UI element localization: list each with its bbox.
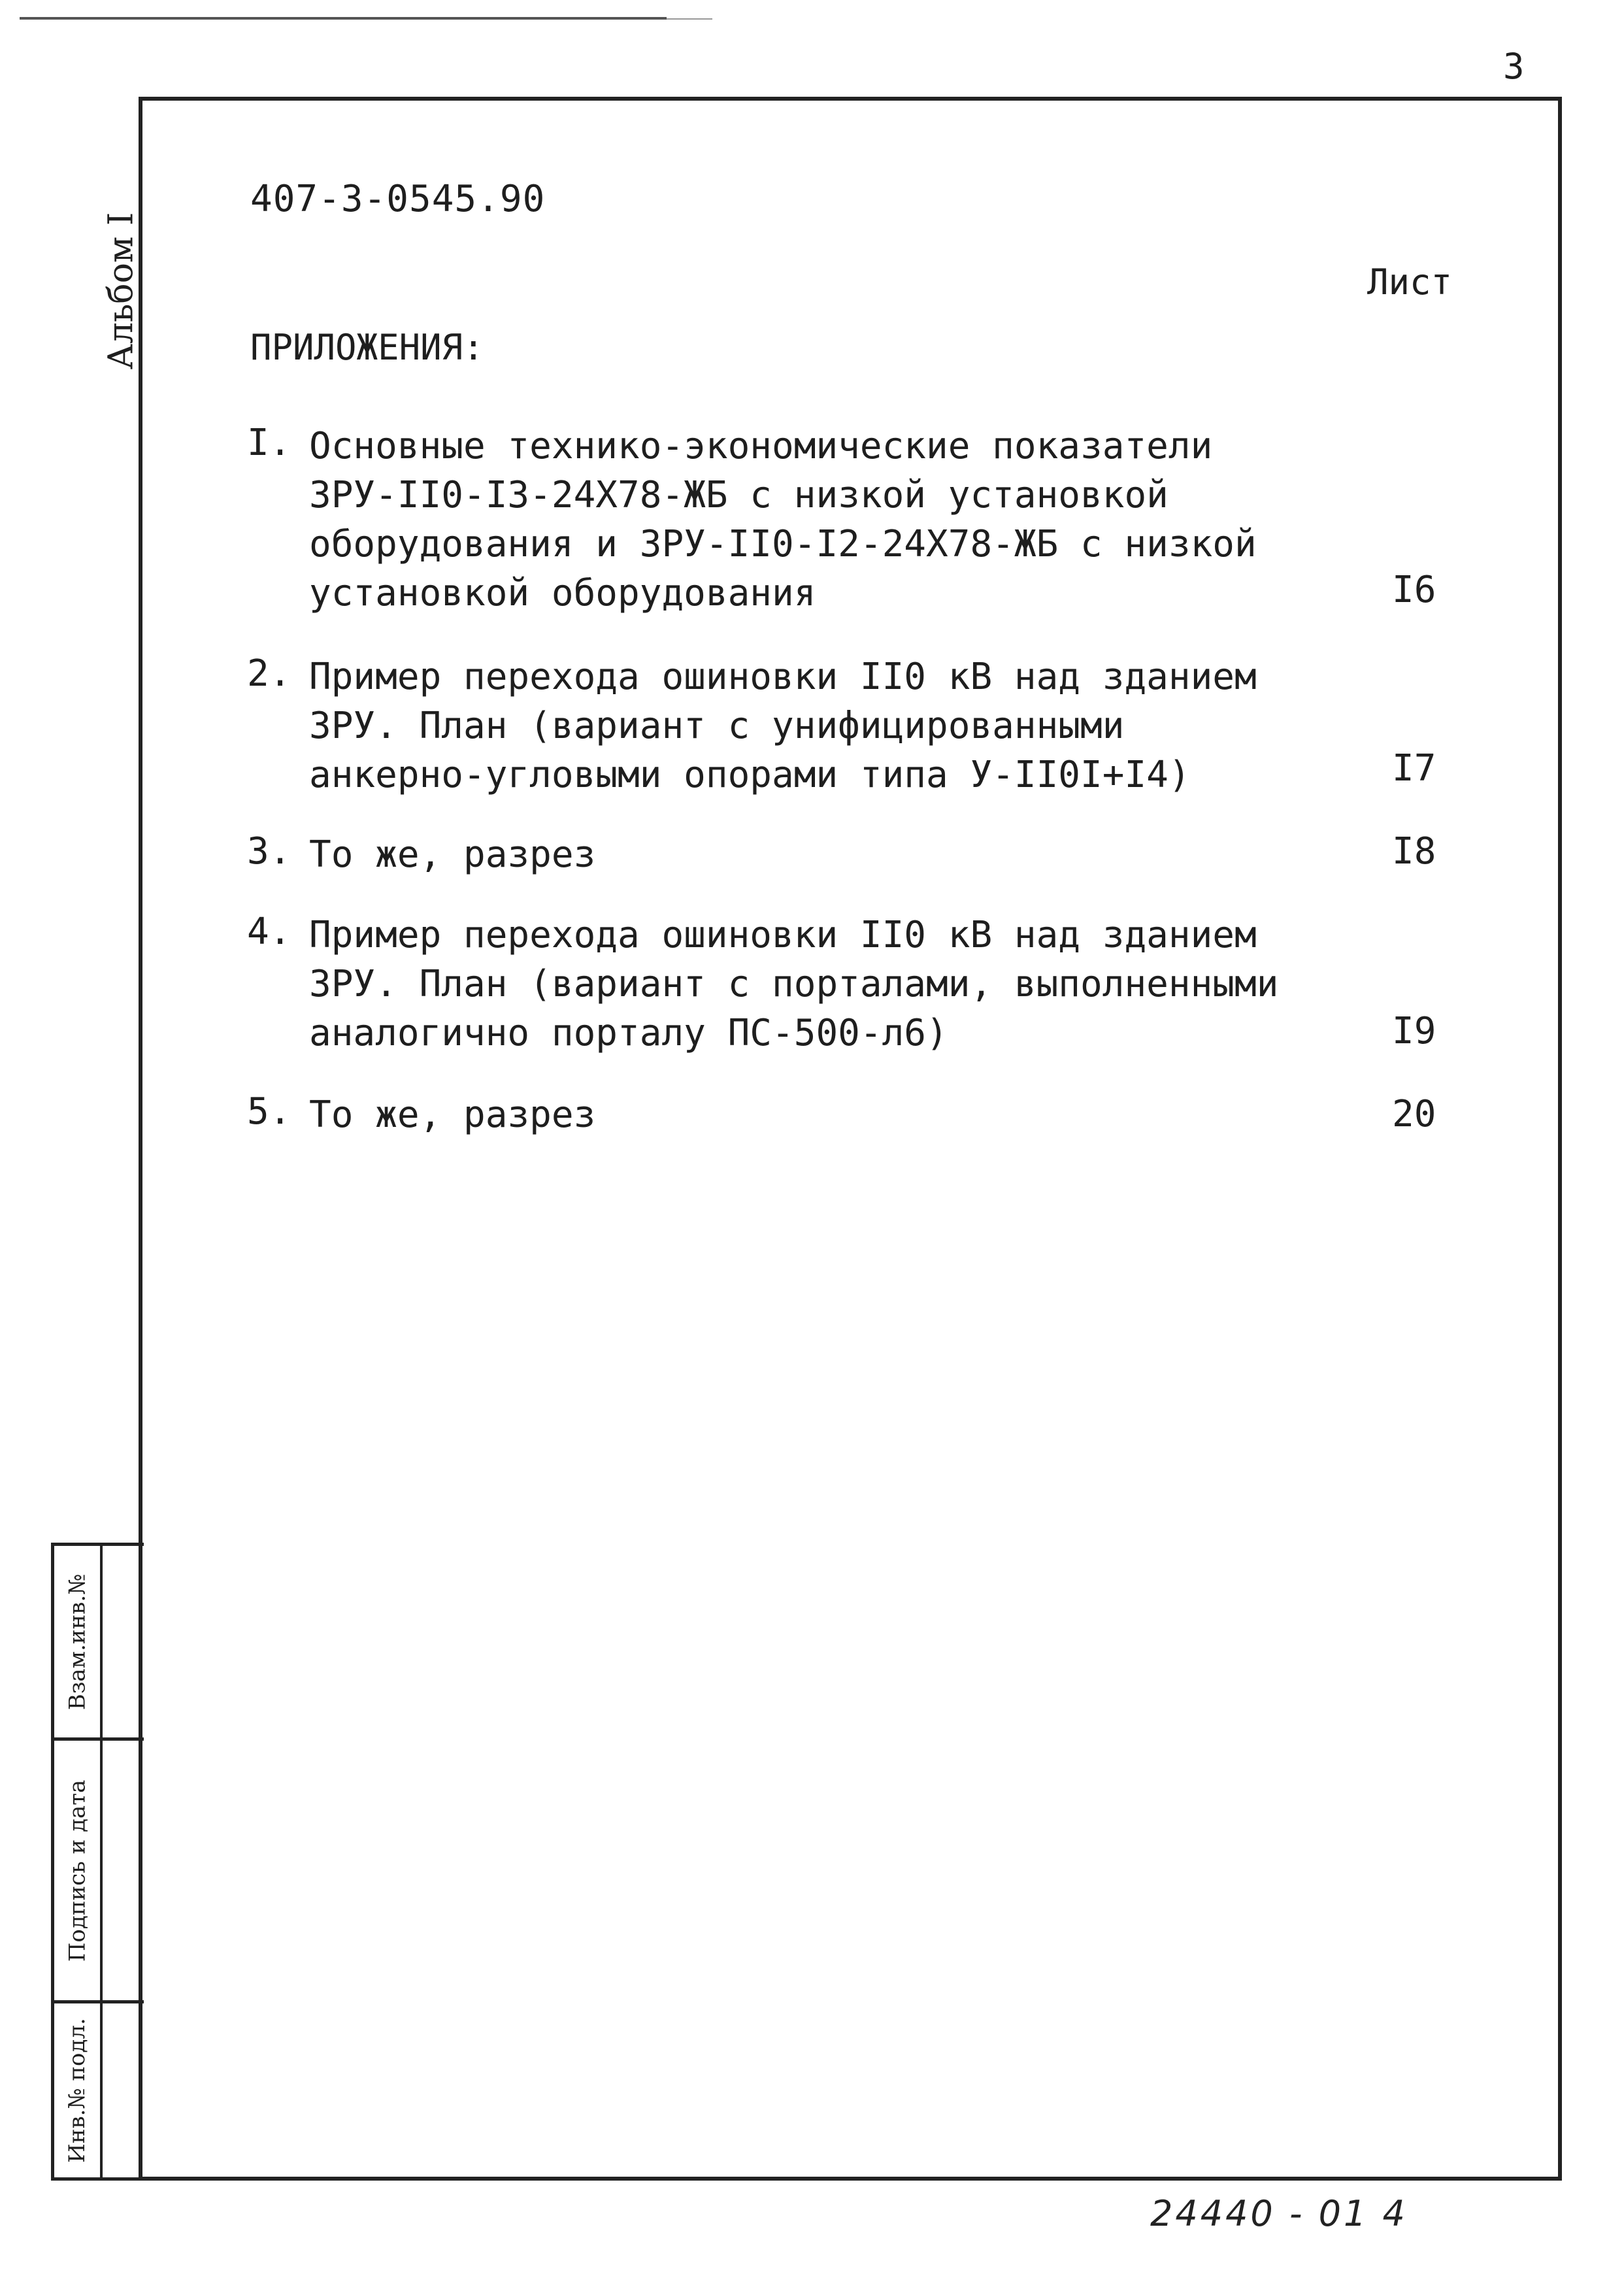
- item-sheet-number: 20: [1392, 1093, 1436, 1135]
- appendix-title: ПРИЛОЖЕНИЯ:: [250, 327, 484, 368]
- item-number: 4.: [247, 911, 291, 953]
- stamp-cell-replaced-inv: [54, 1546, 144, 1741]
- stamp-label: [54, 1741, 100, 2000]
- item-number: 5.: [247, 1090, 291, 1133]
- item-line: ЗРУ. План (вариант с порталами, выполненными: [309, 963, 1279, 1005]
- album-label-text: Альбом I: [101, 212, 141, 370]
- album-label: [91, 193, 150, 389]
- top-edge-rule: [20, 17, 667, 20]
- stamp-label-text: Подпись и дата: [64, 1779, 90, 1962]
- item-line: Основные технико-экономические показатели: [309, 425, 1213, 467]
- item-line: ЗРУ. План (вариант с унифицированными: [309, 705, 1125, 747]
- item-text: [309, 911, 1279, 1058]
- item-number: I.: [247, 422, 291, 464]
- sheet-column-header: Лист: [1367, 261, 1453, 303]
- item-line: аналогично порталу ПС-500-л6): [309, 1012, 948, 1054]
- page-number: 3: [1503, 46, 1525, 87]
- item-sheet-number: I9: [1392, 1010, 1436, 1052]
- item-number: 2.: [247, 652, 291, 695]
- top-edge-rule-faint: [667, 18, 712, 20]
- stamp-label-text: Взам.инв.№: [64, 1573, 90, 1710]
- item-text: [309, 1090, 1276, 1139]
- document-code: 407-3-0545.90: [250, 178, 546, 220]
- stamp-label-text: Инв.№ подл.: [64, 2018, 90, 2163]
- item-sheet-number: I7: [1392, 747, 1436, 790]
- stamp-label: [54, 1546, 100, 1737]
- item-sheet-number: I8: [1392, 830, 1436, 873]
- item-line: ЗРУ-II0-I3-24Х78-ЖБ с низкой установкой: [309, 474, 1168, 516]
- handwritten-archive-number: 24440 - 01 4: [1150, 2193, 1408, 2234]
- item-text: [309, 652, 1276, 799]
- item-text: [309, 830, 1276, 879]
- stamp-label: [54, 2003, 100, 2177]
- item-line: То же, разрез: [309, 1094, 596, 1136]
- item-line: анкерно-угловыми опорами типа У-II0I+I4): [309, 754, 1191, 796]
- item-number: 3.: [247, 830, 291, 873]
- item-line: Пример перехода ошиновки II0 кВ над зданием: [309, 656, 1257, 698]
- item-sheet-number: I6: [1392, 569, 1436, 611]
- item-line: установкой оборудования: [309, 572, 816, 614]
- item-text: [309, 422, 1276, 618]
- stamp-cell-signature-date: [54, 1741, 144, 2003]
- item-line: То же, разрез: [309, 833, 596, 876]
- stamp-cell-original-inv: [54, 2003, 144, 2177]
- approval-stamp-strip: [51, 1543, 144, 2181]
- item-line: оборудования и ЗРУ-II0-I2-24Х78-ЖБ с низкой: [309, 523, 1257, 565]
- item-line: Пример перехода ошиновки II0 кВ над зданием: [309, 914, 1257, 956]
